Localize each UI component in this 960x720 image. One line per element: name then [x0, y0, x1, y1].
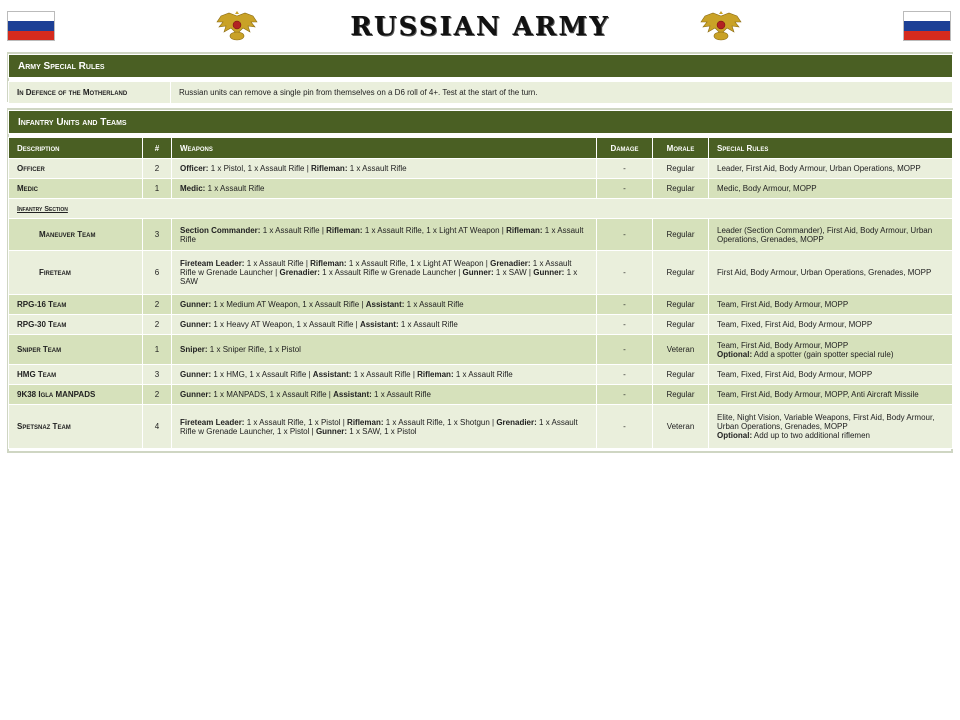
col-description: Description	[9, 138, 143, 159]
weapon-role: Gunner:	[533, 268, 565, 277]
weapon-loadout: 1 x Assault Rifle w Grenade Launcher |	[322, 268, 463, 277]
unit-weapons	[172, 179, 597, 199]
unit-count: 1	[143, 335, 172, 365]
special-rules-text: Team, Fixed, First Aid, Body Armour, MOPP	[717, 370, 873, 379]
unit-special-rules	[709, 251, 953, 295]
table-row	[9, 405, 953, 449]
unit-count: 2	[143, 295, 172, 315]
unit-name: Spetsnaz Team	[9, 405, 143, 449]
unit-weapons	[172, 335, 597, 365]
weapon-loadout: 1 x Assault Rifle |	[262, 225, 327, 235]
weapon-loadout: 1 x Assault Rifle w Grenade Launcher |	[180, 259, 572, 277]
weapon-loadout: 1 x Assault Rifle, 1 x Pistol |	[246, 417, 348, 427]
unit-damage: -	[597, 219, 653, 251]
special-rules-text: Team, First Aid, Body Armour, MOPP	[717, 300, 849, 309]
unit-name: RPG-30 Team	[9, 315, 143, 335]
special-rules-text: Medic, Body Armour, MOPP	[717, 184, 817, 193]
army-rules-table	[8, 54, 953, 104]
unit-weapons	[172, 295, 597, 315]
unit-damage: -	[597, 159, 653, 179]
unit-morale: Veteran	[653, 335, 709, 365]
weapon-role: Officer:	[180, 164, 209, 173]
unit-name: Medic	[9, 179, 143, 199]
weapon-loadout: 1 x Assault Rifle	[180, 225, 584, 244]
unit-name: Sniper Team	[9, 335, 143, 365]
weapon-loadout: 1 x SAW, 1 x Pistol	[349, 426, 417, 436]
unit-count: 4	[143, 405, 172, 449]
weapon-role: Gunner:	[180, 370, 212, 379]
page-title: RUSSIAN ARMY	[350, 12, 610, 42]
weapon-loadout: 1 x MANPADS, 1 x Assault Rifle |	[213, 390, 334, 399]
table-row	[9, 251, 953, 295]
unit-damage: -	[597, 315, 653, 335]
weapon-role: Grenadier:	[496, 417, 537, 427]
weapon-role: Medic:	[180, 184, 206, 193]
table-row	[9, 365, 953, 385]
unit-damage: -	[597, 295, 653, 315]
col-weapons: Weapons	[172, 138, 597, 159]
weapon-role: Gunner:	[315, 426, 348, 436]
weapon-loadout: 1 x Medium AT Weapon, 1 x Assault Rifle |	[213, 300, 366, 309]
unit-morale: Veteran	[653, 405, 709, 449]
table-row	[9, 315, 953, 335]
table-row	[9, 335, 953, 365]
weapon-loadout: 1 x Assault Rifle, 1 x Light AT Weapon |	[348, 259, 491, 268]
weapon-role: Rifleman:	[506, 225, 543, 235]
weapon-loadout: 1 x Assault Rifle	[455, 370, 513, 379]
special-rules-text: Team, Fixed, First Aid, Body Armour, MOPP	[717, 320, 873, 329]
unit-name: 9K38 Igla MANPADS	[9, 385, 143, 405]
unit-morale: Regular	[653, 365, 709, 385]
unit-weapons	[172, 315, 597, 335]
weapon-loadout: 1 x Assault Rifle	[349, 164, 407, 173]
unit-special-rules	[709, 179, 953, 199]
col-damage: Damage	[597, 138, 653, 159]
weapon-loadout: 1 x Assault Rifle	[374, 390, 431, 399]
unit-damage: -	[597, 335, 653, 365]
weapon-loadout: 1 x SAW |	[495, 268, 534, 277]
special-rules-text: First Aid, Body Armour, Urban Operations, Grenades, MOPP	[717, 268, 932, 277]
unit-name: Maneuver Team	[9, 219, 143, 251]
optional-label: Optional:	[717, 431, 753, 440]
weapon-role: Gunner:	[180, 300, 212, 309]
weapon-role: Fireteam Leader:	[180, 417, 245, 427]
special-rules-text: Leader, First Aid, Body Armour, Urban Operations, MOPP	[717, 164, 921, 173]
weapon-loadout: 1 x Sniper Rifle, 1 x Pistol	[209, 345, 301, 354]
unit-weapons	[172, 159, 597, 179]
unit-morale: Regular	[653, 295, 709, 315]
weapon-role: Fireteam Leader:	[180, 259, 245, 268]
unit-morale: Regular	[653, 385, 709, 405]
unit-morale: Regular	[653, 219, 709, 251]
col-morale: Morale	[653, 138, 709, 159]
rule-text: Russian units can remove a single pin from themselves on a D6 roll of 4+. Test at the start of the turn.	[171, 82, 953, 104]
unit-count: 1	[143, 179, 172, 199]
unit-weapons	[172, 385, 597, 405]
unit-morale: Regular	[653, 315, 709, 335]
unit-special-rules	[709, 405, 953, 449]
section-label: Infantry Section	[17, 206, 68, 213]
unit-name: RPG-16 Team	[9, 295, 143, 315]
unit-weapons	[172, 365, 597, 385]
weapon-role: Assistant:	[365, 300, 405, 309]
unit-name: HMG Team	[9, 365, 143, 385]
army-rules-heading: Army Special Rules	[9, 55, 953, 78]
unit-damage: -	[597, 385, 653, 405]
unit-count: 2	[143, 315, 172, 335]
weapon-role: Rifleman:	[347, 417, 384, 427]
weapon-role: Grenadier:	[490, 259, 531, 268]
optional-text: Add a spotter (gain spotter special rule)	[753, 349, 894, 359]
weapon-role: Assistant:	[359, 320, 399, 329]
weapon-role: Rifleman:	[310, 259, 347, 268]
table-row	[9, 199, 953, 219]
weapon-role: Rifleman:	[326, 225, 363, 235]
unit-damage: -	[597, 251, 653, 295]
special-rules-text: Team, First Aid, Body Armour, MOPP	[717, 340, 849, 350]
table-row	[9, 385, 953, 405]
weapon-role: Gunner:	[180, 390, 212, 399]
unit-morale: Regular	[653, 251, 709, 295]
weapon-loadout: 1 x Assault Rifle	[400, 320, 458, 329]
weapon-role: Sniper:	[180, 345, 208, 354]
weapon-loadout: 1 x Assault Rifle	[207, 184, 265, 193]
unit-special-rules	[709, 295, 953, 315]
weapon-role: Grenadier:	[279, 268, 320, 277]
weapon-loadout: 1 x Assault Rifle |	[353, 370, 418, 379]
weapon-loadout: 1 x Assault Rifle |	[246, 259, 311, 268]
unit-count: 2	[143, 385, 172, 405]
weapon-role: Assistant:	[333, 390, 372, 399]
unit-special-rules	[709, 315, 953, 335]
unit-special-rules	[709, 219, 953, 251]
table-row	[9, 159, 953, 179]
unit-morale: Regular	[653, 159, 709, 179]
rule-name: In Defence of the Motherland	[9, 82, 171, 104]
weapon-role: Rifleman:	[311, 164, 348, 173]
table-row	[9, 219, 953, 251]
weapon-role: Assistant:	[312, 370, 352, 379]
weapon-loadout: 1 x Pistol, 1 x Assault Rifle |	[210, 164, 312, 173]
weapon-role: Section Commander:	[180, 225, 261, 235]
unit-weapons	[172, 405, 597, 449]
weapon-loadout: 1 x Assault Rifle, 1 x Light AT Weapon |	[364, 225, 507, 235]
unit-name: Officer	[9, 159, 143, 179]
weapon-loadout: 1 x Assault Rifle w Grenade Launcher, 1 x Pistol |	[180, 417, 578, 436]
unit-count: 6	[143, 251, 172, 295]
special-rules-text: Elite, Night Vision, Variable Weapons, First Aid, Body Armour, Urban Operations, Grenades, MOPP	[717, 413, 935, 431]
unit-damage: -	[597, 405, 653, 449]
unit-count: 2	[143, 159, 172, 179]
optional-text: Add up to two additional riflemen	[753, 431, 870, 440]
weapon-role: Gunner:	[180, 320, 212, 329]
unit-damage: -	[597, 365, 653, 385]
unit-count: 3	[143, 365, 172, 385]
unit-special-rules	[709, 385, 953, 405]
unit-damage: -	[597, 179, 653, 199]
eagle-emblem-icon-right	[699, 10, 743, 44]
col-count: #	[143, 138, 172, 159]
weapon-role: Gunner:	[462, 268, 494, 277]
unit-weapons	[172, 219, 597, 251]
optional-label: Optional:	[717, 349, 753, 359]
col-special-rules: Special Rules	[709, 138, 953, 159]
table-row	[9, 179, 953, 199]
unit-weapons	[172, 251, 597, 295]
units-table	[8, 110, 953, 449]
special-rules-text: Leader (Section Commander), First Aid, Body Armour, Urban Operations, Grenades, MOPP	[717, 225, 933, 244]
weapon-loadout: 1 x Heavy AT Weapon, 1 x Assault Rifle |	[213, 320, 360, 329]
unit-morale: Regular	[653, 179, 709, 199]
weapon-loadout: 1 x SAW	[180, 268, 578, 286]
unit-special-rules	[709, 335, 953, 365]
special-rules-text: Team, First Aid, Body Armour, MOPP, Anti Aircraft Missile	[717, 390, 919, 399]
weapon-loadout: 1 x Assault Rifle	[406, 300, 464, 309]
units-heading: Infantry Units and Teams	[9, 111, 953, 134]
unit-name: Fireteam	[9, 251, 143, 295]
unit-special-rules	[709, 159, 953, 179]
weapon-role: Rifleman:	[417, 370, 454, 379]
table-row	[9, 295, 953, 315]
unit-special-rules	[709, 365, 953, 385]
russian-flag-icon-right	[903, 11, 951, 41]
weapon-loadout: 1 x HMG, 1 x Assault Rifle |	[213, 370, 313, 379]
weapon-loadout: 1 x Assault Rifle, 1 x Shotgun |	[385, 417, 495, 427]
unit-count: 3	[143, 219, 172, 251]
